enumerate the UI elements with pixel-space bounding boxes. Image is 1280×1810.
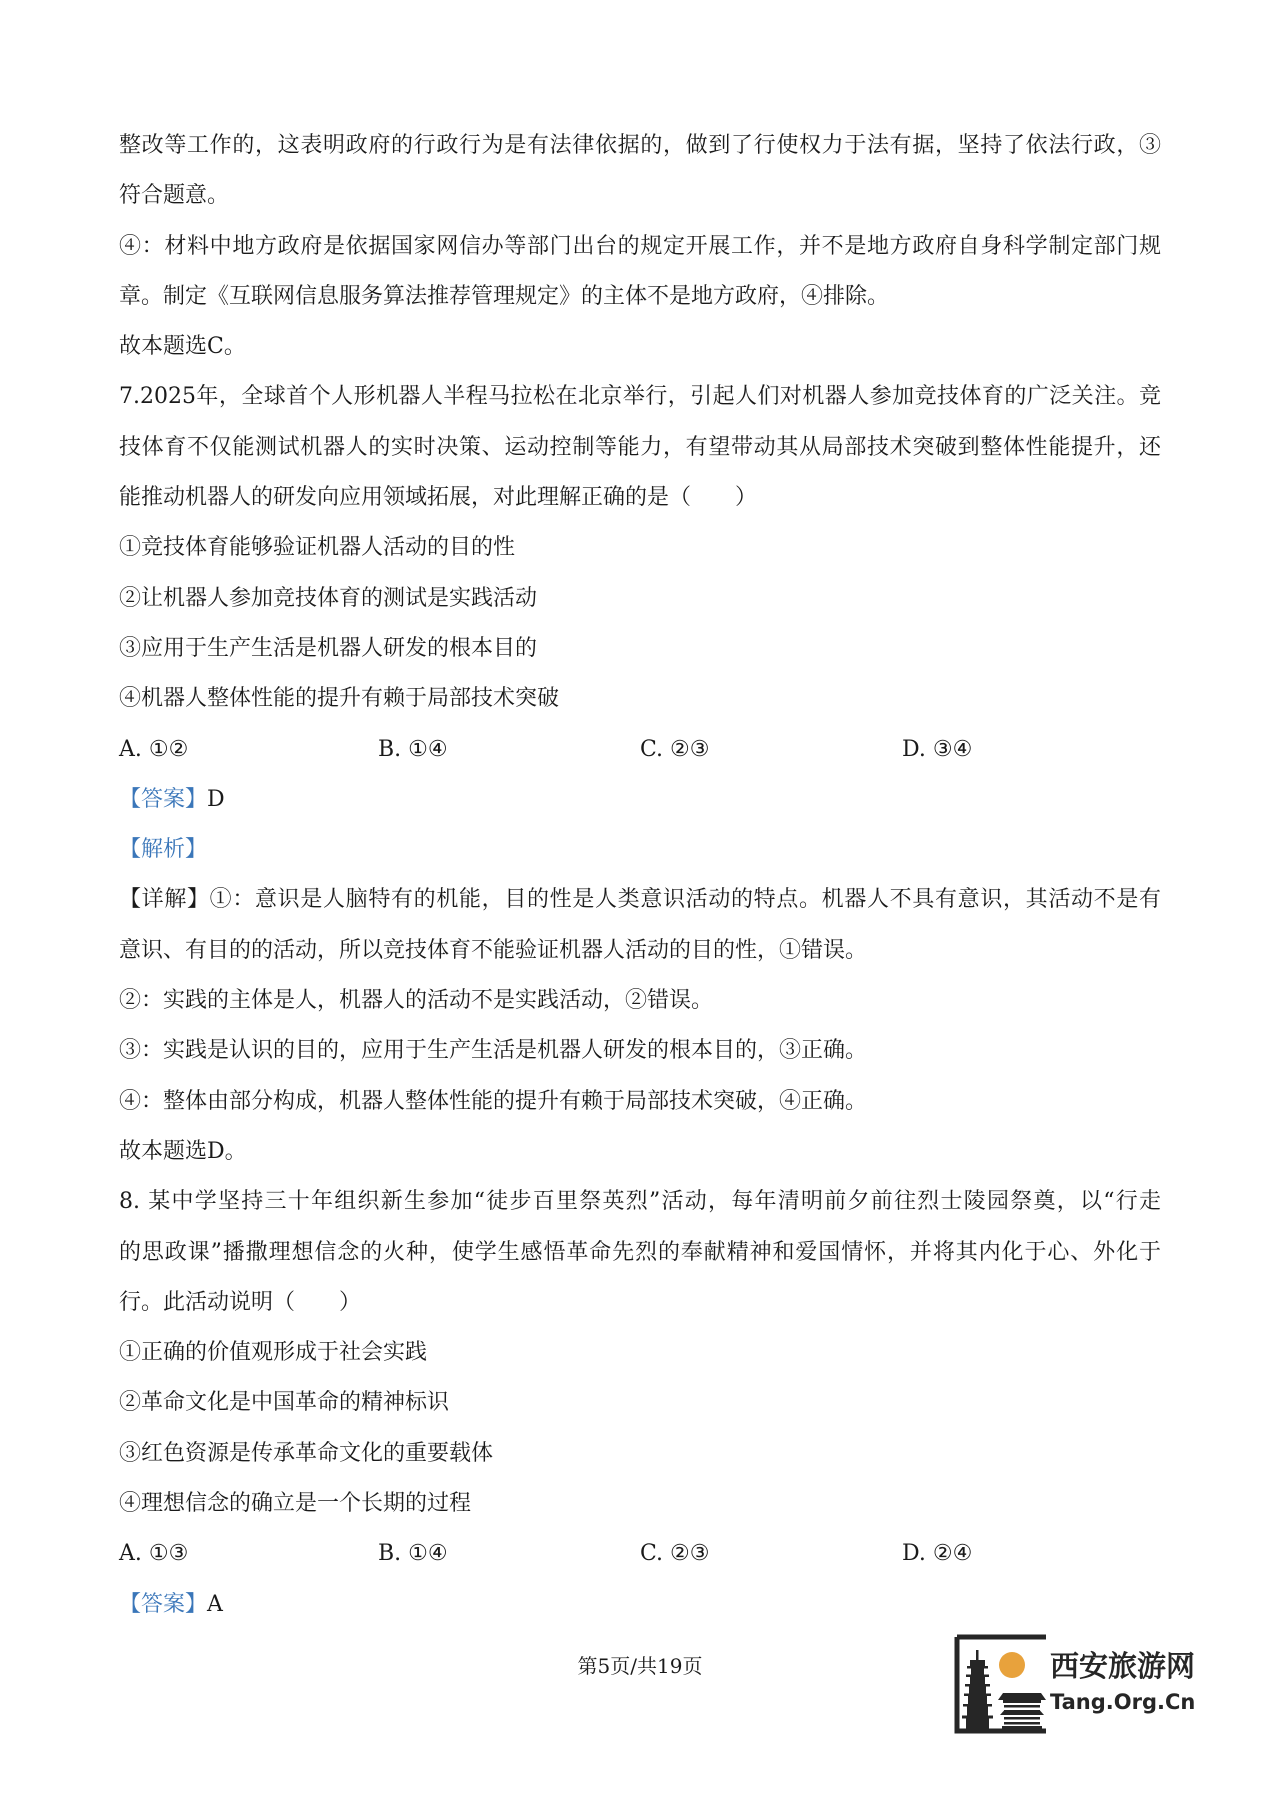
statement-item: ①竞技体育能够验证机器人活动的目的性 [119,535,516,561]
page-footer: 第5页/共19页 [577,1654,703,1678]
question-stem-line: 7.2025年，全球首个人形机器人半程马拉松在北京举行，引起人们对机器人参加竞技体育的广泛关注。竞 [119,384,1161,410]
conclusion-line: 故本题选C。 [119,334,246,360]
answer-value: D [207,786,225,812]
question-stem-line: 的思政课”播撒理想信念的火种，使学生感悟革命先烈的奉献精神和爱国情怀，并将其内化于心、外化于 [119,1239,1161,1265]
option-d: D. ③④ [902,736,973,762]
statement-item: ④机器人整体性能的提升有赖于局部技术突破 [119,686,560,712]
explanation-line: 符合题意。 [119,183,230,209]
statement-item: ②让机器人参加竞技体育的测试是实践活动 [119,585,538,611]
answer-line [119,775,1161,825]
option-b: B. ①④ [378,1541,448,1567]
option-c: C. ②③ [640,736,710,762]
watermark-site-domain: Tang.Org.Cn [1050,1690,1196,1714]
answer-label: 【答案】 [119,1591,208,1617]
page-content [119,121,1161,1630]
option-c: C. ②③ [640,1541,710,1567]
watermark-logo [954,1634,1214,1734]
option-d: D. ②④ [902,1541,973,1567]
question-8 [119,1177,1161,1630]
option-a: A. ①③ [119,1541,189,1567]
detail-line: ④：整体由部分构成，机器人整体性能的提升有赖于局部技术突破，④正确。 [119,1088,868,1114]
answer-line [119,1580,1161,1630]
statement-item: ②革命文化是中国革命的精神标识 [119,1390,450,1416]
answer-label: 【答案】 [119,786,208,812]
statement-item: ③红色资源是传承革命文化的重要载体 [119,1440,494,1466]
explanation-line: 整改等工作的，这表明政府的行政行为是有法律依据的，做到了行使权力于法有据，坚持了依法行政，③ [119,133,1161,158]
detail-text: ①：意识是人脑特有的机能，目的性是人类意识活动的特点。机器人不具有意识，其活动不是有 [209,887,1161,913]
detail-label: 【详解】 [119,887,210,913]
pagoda-logo-icon [954,1634,1050,1734]
question-stem-line: 能推动机器人的研发向应用领域拓展，对此理解正确的是（ ） [119,485,758,511]
conclusion-line: 故本题选D。 [119,1138,247,1164]
explanation-line: 章。制定《互联网信息服务算法推荐管理规定》的主体不是地方政府，④排除。 [119,283,890,309]
watermark-site-name: 西安旅游网 [1050,1649,1196,1683]
statement-item: ③应用于生产生活是机器人研发的根本目的 [119,635,538,661]
question-7 [119,372,1161,1177]
detail-line [119,875,1161,925]
answer-options [119,725,1161,775]
question-stem-line: 8. 某中学坚持三十年组织新生参加“徒步百里祭英烈”活动，每年清明前夕前往烈士陵园祭奠，以“行走 [119,1189,1161,1215]
explanation-line: ④：材料中地方政府是依据国家网信办等部门出台的规定开展工作，并不是地方政府自身科学制定部门规 [119,233,1161,259]
answer-value: A [207,1591,223,1617]
option-a: A. ①② [119,736,189,762]
statement-item: ①正确的价值观形成于社会实践 [119,1340,428,1366]
prev-question-explanation [119,121,1161,372]
question-stem-line: 技体育不仅能测试机器人的实时决策、运动控制等能力，有望带动其从局部技术突破到整体性能提升，还 [119,434,1161,460]
detail-line: ③：实践是认识的目的，应用于生产生活是机器人研发的根本目的，③正确。 [119,1038,868,1064]
option-b: B. ①④ [378,736,448,762]
answer-options [119,1529,1161,1579]
question-stem-line: 行。此活动说明（ ） [119,1289,362,1315]
detail-line: ②：实践的主体是人，机器人的活动不是实践活动，②错误。 [119,988,714,1014]
detail-line: 意识、有目的的活动，所以竞技体育不能验证机器人活动的目的性，①错误。 [119,937,868,963]
analysis-label: 【解析】 [119,837,208,863]
statement-item: ④理想信念的确立是一个长期的过程 [119,1491,472,1517]
